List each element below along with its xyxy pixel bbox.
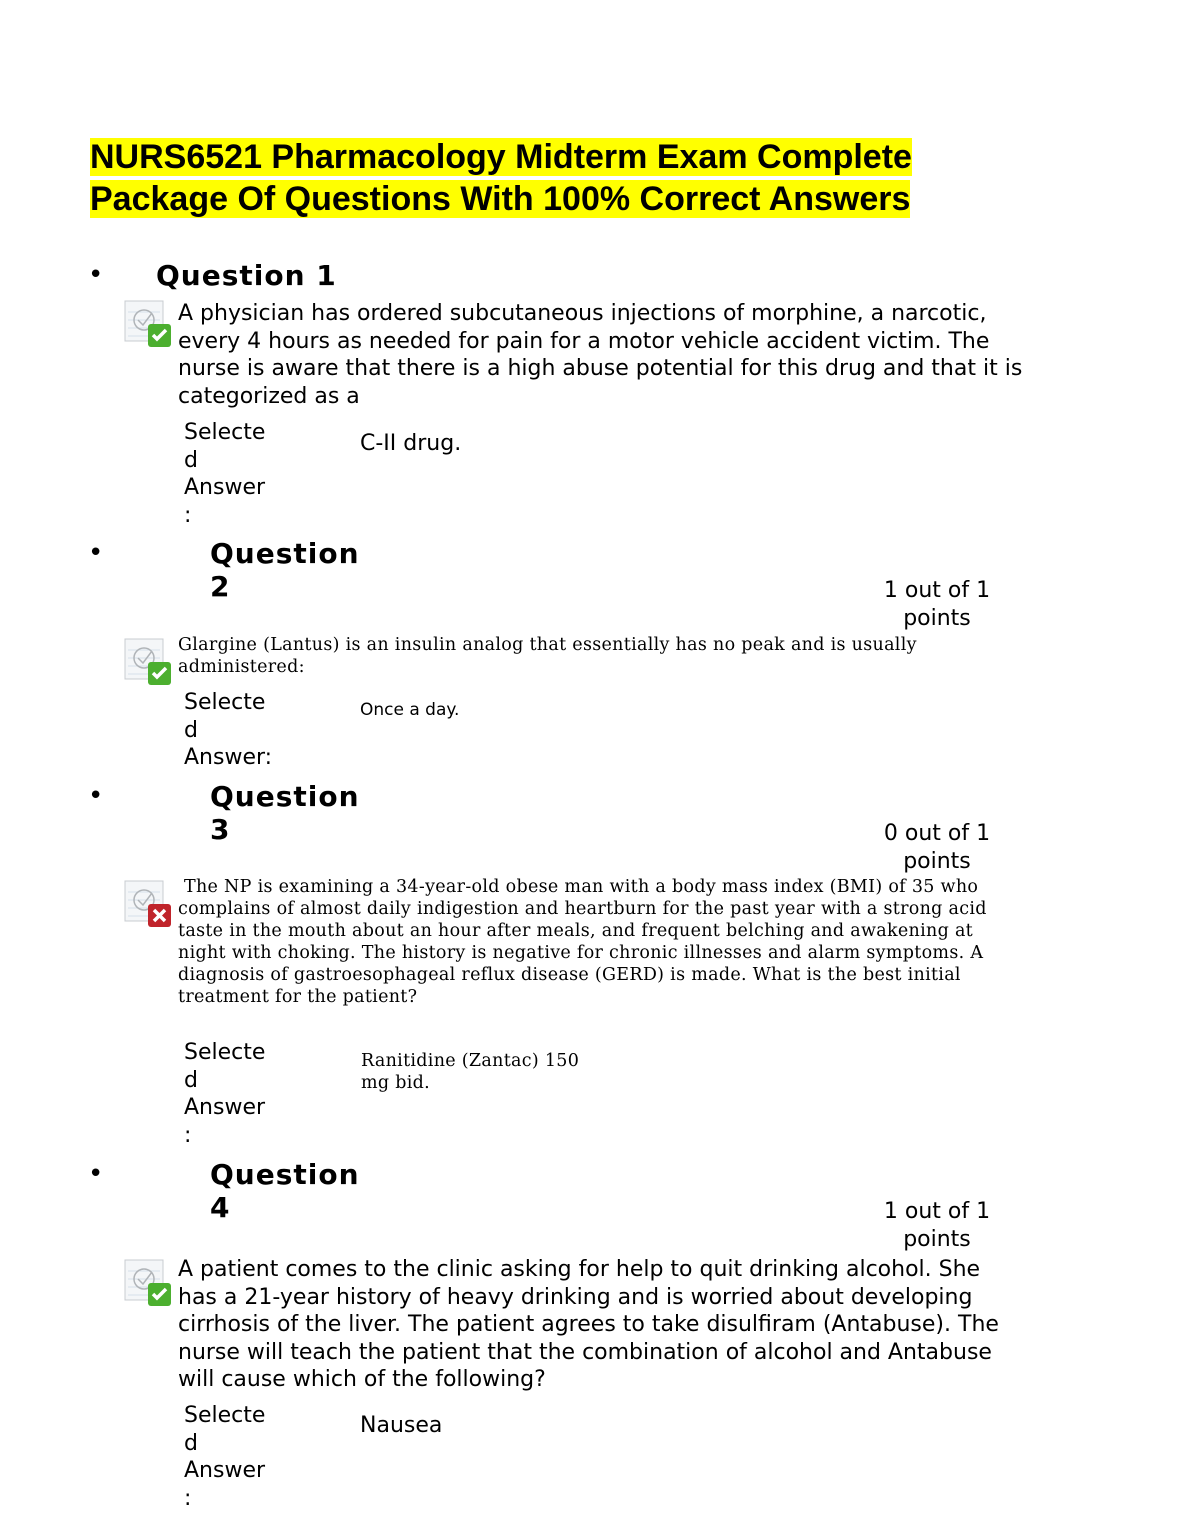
correct-icon xyxy=(124,300,172,348)
question-text: The NP is examining a 34-year-old obese man with a body mass index (BMI) of 35 who complains of almost daily indigestion and heartburn for the past year with a strong acid taste in the mouth about an hour after meals, and frequent belching and awakening at night with choking. The history is negative for chronic illnesses and alarm symptoms. A diagnosis of gastroesophageal reflux disease (GERD) is made. What is the best initial treatment for the patient? xyxy=(178,877,987,1007)
selected-answer-label: Selecte d Answer : xyxy=(184,1040,266,1148)
selected-answer: Once a day. xyxy=(360,700,460,720)
document-title: NURS6521 Pharmacology Midterm Exam Complete Package Of Questions With 100% Correct Answers xyxy=(90,138,912,218)
question-text: A physician has ordered subcutaneous injections of morphine, a narcotic, every 4 hours as needed for pain for a motor vehicle accident victim. The nurse is aware that there is a high abuse potential for this drug and that it is categorized as a xyxy=(178,301,1023,409)
question-heading: Question 1 xyxy=(156,259,337,292)
selected-answer: Nausea xyxy=(360,1413,443,1438)
selected-answer-label: Selecte d Answer: xyxy=(184,690,273,770)
bullet: • xyxy=(88,1159,104,1189)
question-heading: Question 2 xyxy=(210,537,360,603)
correct-icon xyxy=(124,638,172,686)
selected-answer: Ranitidine (Zantac) 150 mg bid. xyxy=(361,1051,580,1093)
bullet: • xyxy=(88,260,104,290)
question-heading: Question 4 xyxy=(210,1158,360,1224)
points: 0 out of 1 points xyxy=(883,821,991,874)
selected-answer: C-II drug. xyxy=(360,431,462,456)
bullet: • xyxy=(88,781,104,811)
correct-icon xyxy=(124,1259,172,1307)
selected-answer-label: Selecte d Answer : xyxy=(184,1403,266,1511)
question-text: A patient comes to the clinic asking for help to quit drinking alcohol. She has a 21-year history of heavy drinking and is worried about developing cirrhosis of the liver. The patient agrees to take disulfiram (Antabuse). The nurse will teach the patient that the combination of alcohol and Antabuse will cause which of the following? xyxy=(178,1257,999,1392)
points: 1 out of 1 points xyxy=(883,1199,991,1252)
question-heading: Question 3 xyxy=(210,780,360,846)
points: 1 out of 1 points xyxy=(883,578,991,631)
incorrect-icon xyxy=(124,880,172,928)
selected-answer-label: Selecte d Answer : xyxy=(184,420,266,528)
question-text: Glargine (Lantus) is an insulin analog that essentially has no peak and is usually administered: xyxy=(178,635,917,677)
bullet: • xyxy=(88,538,104,568)
